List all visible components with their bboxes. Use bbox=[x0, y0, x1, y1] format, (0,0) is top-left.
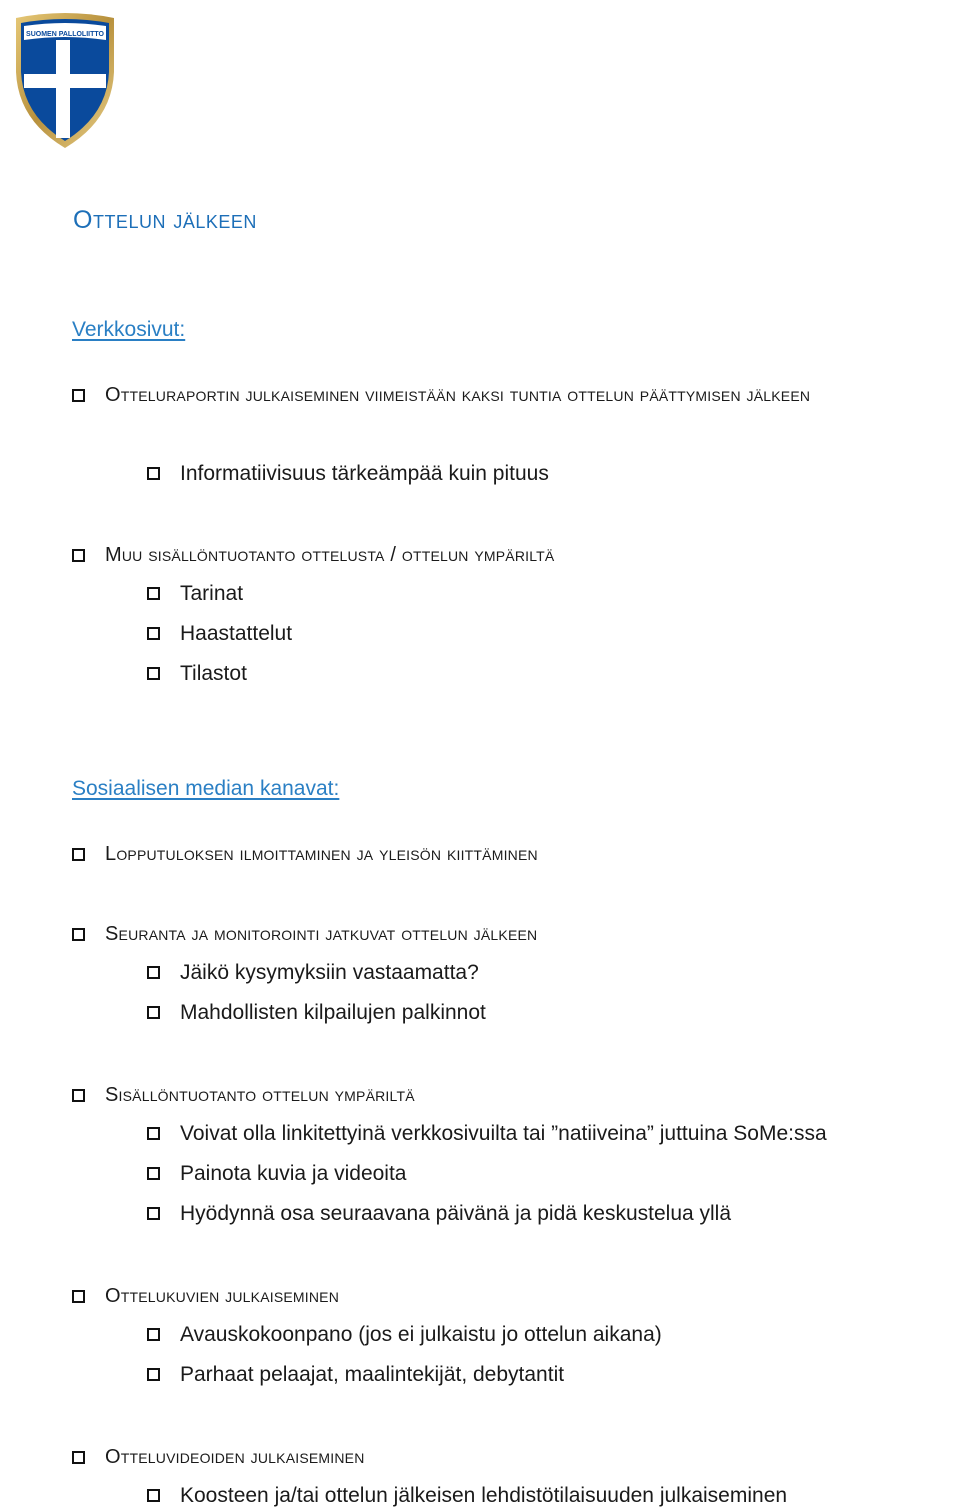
checkbox-icon[interactable] bbox=[72, 389, 85, 402]
section-heading-verkkosivut: Verkkosivut: bbox=[72, 318, 186, 341]
checkbox-icon[interactable] bbox=[147, 1006, 160, 1019]
checklist-item-label: Otteluvideoiden julkaiseminen bbox=[105, 1446, 365, 1468]
checkbox-icon[interactable] bbox=[147, 1489, 160, 1502]
checkbox-icon[interactable] bbox=[147, 587, 160, 600]
checklist-subitem-label: Tarinat bbox=[180, 582, 244, 605]
checkbox-icon[interactable] bbox=[147, 966, 160, 979]
checklist-subitem[interactable] bbox=[147, 1201, 731, 1227]
checklist-subitem-label: Haastattelut bbox=[180, 622, 293, 645]
checkbox-icon[interactable] bbox=[147, 1328, 160, 1341]
checklist-subitem[interactable] bbox=[147, 1000, 486, 1026]
checklist-item[interactable] bbox=[72, 384, 960, 415]
checklist-subitem-label: Jäikö kysymyksiin vastaamatta? bbox=[180, 961, 479, 984]
checklist-subitem[interactable] bbox=[147, 1483, 787, 1509]
section-heading-sosiaalinen-media: Sosiaalisen median kanavat: bbox=[72, 777, 340, 800]
checklist-subitem[interactable] bbox=[147, 461, 549, 487]
checkbox-icon[interactable] bbox=[72, 1290, 85, 1303]
checklist-subitem[interactable] bbox=[147, 1322, 662, 1348]
checklist-subitem[interactable] bbox=[147, 661, 247, 687]
checkbox-icon[interactable] bbox=[147, 1167, 160, 1180]
checklist-subitem[interactable] bbox=[147, 1161, 406, 1187]
checklist-subitem-label: Tilastot bbox=[180, 662, 247, 685]
checklist-item[interactable] bbox=[72, 923, 960, 954]
checkbox-icon[interactable] bbox=[147, 667, 160, 680]
checklist-subitem[interactable] bbox=[147, 1362, 564, 1388]
checklist-subitem[interactable] bbox=[147, 581, 243, 607]
page-title: Ottelun jälkeen bbox=[73, 206, 257, 234]
checklist-subitem-label: Mahdollisten kilpailujen palkinnot bbox=[180, 1001, 486, 1024]
checkbox-icon[interactable] bbox=[147, 1207, 160, 1220]
checklist-subitem-label: Avauskokoonpano (jos ei julkaistu jo ottelun aikana) bbox=[180, 1323, 662, 1346]
checkbox-icon[interactable] bbox=[72, 1089, 85, 1102]
checklist-subitem[interactable] bbox=[147, 1121, 827, 1147]
checklist-subitem-label: Koosteen ja/tai ottelun jälkeisen lehdistötilaisuuden julkaiseminen bbox=[180, 1484, 788, 1507]
checkbox-icon[interactable] bbox=[72, 848, 85, 861]
checkbox-icon[interactable] bbox=[147, 1368, 160, 1381]
checkbox-icon[interactable] bbox=[147, 627, 160, 640]
checklist-item-label: Ottelukuvien julkaiseminen bbox=[105, 1285, 340, 1307]
checkbox-icon[interactable] bbox=[72, 1451, 85, 1464]
checklist-subitem[interactable] bbox=[147, 960, 479, 986]
checklist-item-label: Lopputuloksen ilmoittaminen ja yleisön kiittäminen bbox=[105, 843, 538, 865]
checklist-subitem-label: Parhaat pelaajat, maalintekijät, debytantit bbox=[180, 1363, 565, 1386]
checklist-subitem-label: Informatiivisuus tärkeämpää kuin pituus bbox=[180, 462, 549, 485]
checklist-item-label: Otteluraportin julkaiseminen viimeistään kaksi tuntia ottelun päättymisen jälkeen bbox=[105, 384, 811, 406]
checklist-subitem[interactable] bbox=[147, 621, 292, 647]
checkbox-icon[interactable] bbox=[72, 549, 85, 562]
checkbox-icon[interactable] bbox=[147, 1127, 160, 1140]
checklist-item[interactable] bbox=[72, 1446, 960, 1477]
checklist-item-label: Sisällöntuotanto ottelun ympäriltä bbox=[105, 1084, 415, 1106]
checklist-subitem-label: Voivat olla linkitettyinä verkkosivuilta tai ”natiiveina” juttuina SoMe:ssa bbox=[180, 1122, 827, 1145]
checkbox-icon[interactable] bbox=[147, 467, 160, 480]
checklist-item[interactable] bbox=[72, 843, 960, 874]
checklist-item[interactable] bbox=[72, 1084, 960, 1115]
checklist-item-label: Muu sisällöntuotanto ottelusta / ottelun ympäriltä bbox=[105, 544, 555, 566]
checkbox-icon[interactable] bbox=[72, 928, 85, 941]
checklist-item[interactable] bbox=[72, 544, 960, 575]
svg-text:SUOMEN PALLOLIITTO: SUOMEN PALLOLIITTO bbox=[26, 31, 104, 38]
checklist-subitem-label: Hyödynnä osa seuraavana päivänä ja pidä keskustelua yllä bbox=[180, 1202, 732, 1225]
checklist-subitem-label: Painota kuvia ja videoita bbox=[180, 1162, 407, 1185]
checklist-item-label: Seuranta ja monitorointi jatkuvat ottelun jälkeen bbox=[105, 923, 538, 945]
checklist-item[interactable] bbox=[72, 1285, 960, 1316]
suomen-palloliitto-logo bbox=[12, 12, 118, 150]
